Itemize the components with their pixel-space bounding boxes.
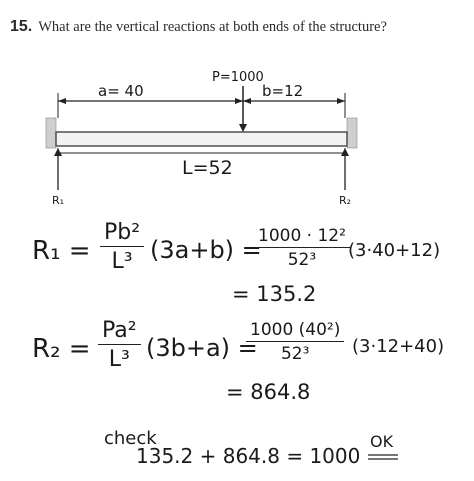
r1-reaction-label: R₁ bbox=[52, 194, 65, 207]
load-label: P=1000 bbox=[212, 70, 264, 85]
a-dimension-label: a= 40 bbox=[98, 82, 144, 100]
r2-numeric-numerator: 1000 (40²) bbox=[246, 320, 344, 342]
r2-reaction-label: R₂ bbox=[339, 194, 352, 207]
r1-numeric-expression: (3·40+12) bbox=[348, 240, 441, 261]
length-label: L=52 bbox=[182, 157, 233, 179]
r2-result: = 864.8 bbox=[226, 380, 311, 404]
problem-number: 15. bbox=[10, 18, 33, 35]
r2-formula-expression: (3b+a) = bbox=[146, 334, 258, 362]
r1-result: = 135.2 bbox=[232, 282, 317, 306]
check-label: check bbox=[104, 428, 157, 449]
problem-text: What are the vertical reactions at both ends of the structure? bbox=[38, 19, 387, 35]
r1-formula-expression: (3a+b) = bbox=[150, 236, 262, 264]
r2-formula-numerator: Pa² bbox=[98, 318, 141, 345]
r2-formula-denominator: L³ bbox=[108, 347, 130, 372]
r2-formula-fraction bbox=[98, 318, 141, 372]
r2-numeric-fraction bbox=[246, 320, 344, 364]
r1-formula-numerator: Pb² bbox=[100, 220, 144, 247]
r2-numeric-denominator: 52³ bbox=[280, 344, 310, 364]
r1-numeric-denominator: 52³ bbox=[287, 250, 317, 270]
r1-formula-denominator: L³ bbox=[111, 249, 133, 274]
check-ok: OK bbox=[370, 432, 394, 451]
r1-numeric-fraction bbox=[254, 226, 350, 270]
r2-lhs: R₂ = bbox=[32, 334, 91, 364]
b-dimension-label: b=12 bbox=[262, 82, 304, 100]
r1-numeric-numerator: 1000 · 12² bbox=[254, 226, 350, 248]
r1-formula-fraction bbox=[100, 220, 144, 274]
r1-lhs: R₁ = bbox=[32, 236, 91, 266]
r2-numeric-expression: (3·12+40) bbox=[352, 336, 445, 357]
check-expression: 135.2 + 864.8 = 1000 bbox=[136, 444, 361, 468]
